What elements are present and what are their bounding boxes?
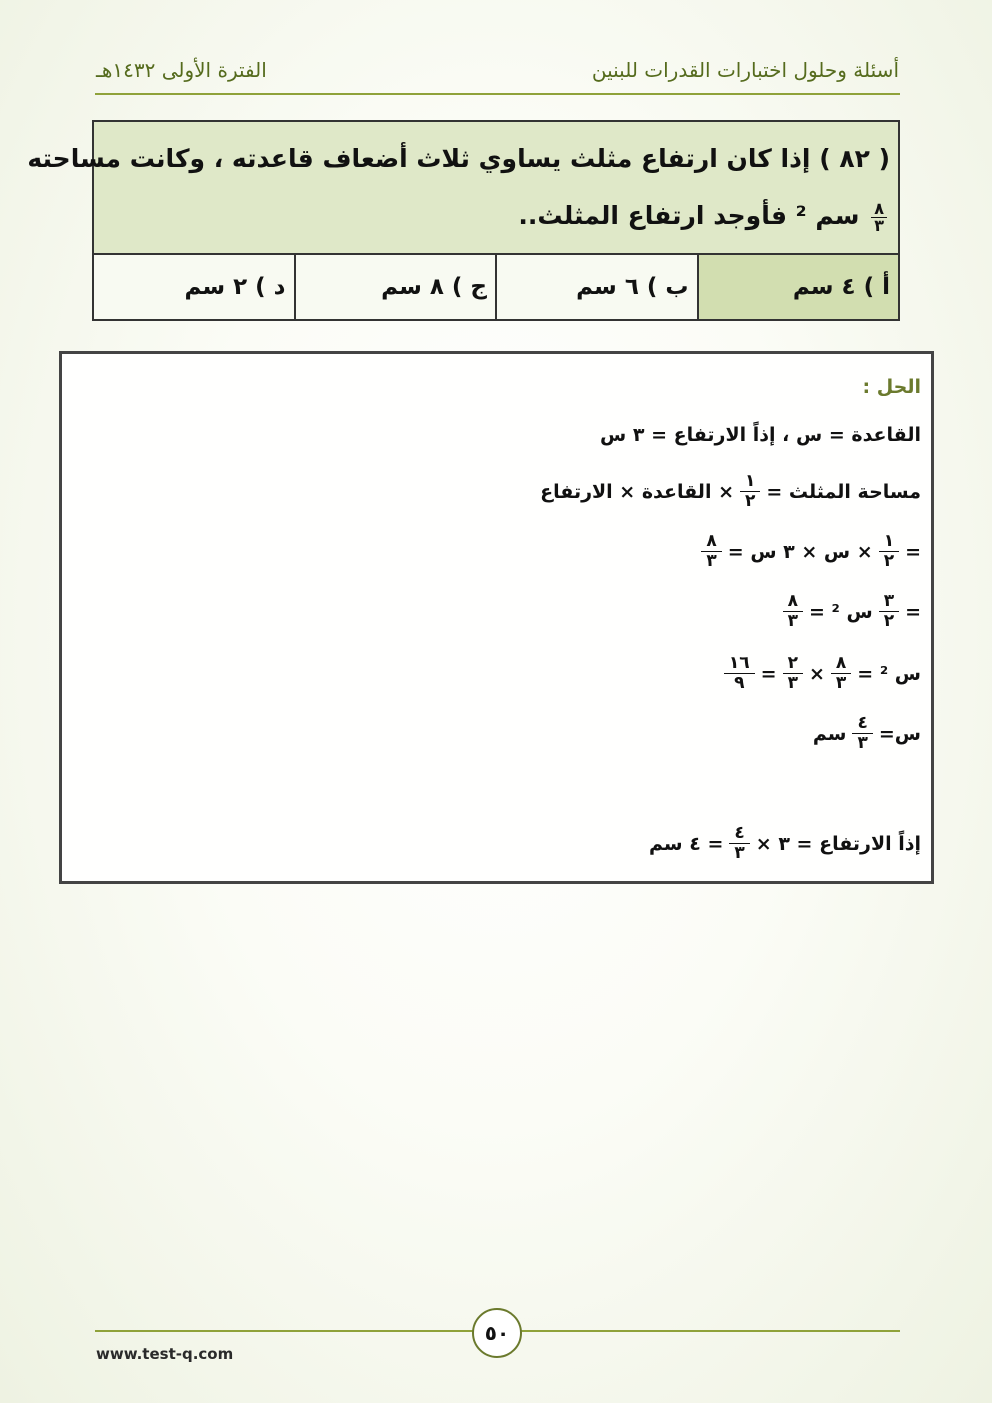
solution-title: الحل : [862,376,921,398]
question-box [27,120,900,321]
solution-box [59,351,934,884]
question-line-1: ( ٨٢ ) إذا كان ارتفاع مثلث يساوي ثلاث أضعاف قاعدته ، وكانت مساحته [27,144,890,173]
option-b[interactable]: ب ) ٦ سم [495,255,697,319]
question-text [27,130,890,244]
option-d[interactable]: د ) ٢ سم [184,274,286,300]
header-divider [95,93,900,95]
area-fraction: $\frac{٨}{٣}$ [871,201,887,234]
solution-line-3: = ١ ٢ × س × ٣ س = ٨ ٣ [701,532,921,571]
page-number: ٥٠ [472,1308,522,1358]
option-c[interactable]: ج ) ٨ سم [294,255,496,319]
header-right-title: أسئلة وحلول اختبارات القدرات للبنين [591,58,899,82]
options-row [94,253,898,319]
solution-conclusion: إذاً الارتفاع = ٣ × ٤ ٣ = ٤ سم [649,823,921,863]
solution-line-5: س ² = ٨ ٣ × ٢ ٣ = ١٦ ٩ [724,654,921,693]
question-line-2: $\frac{٨}{٣}$ سم ² فأوجد ارتفاع المثلث.. [110,187,890,244]
header-left-title: الفترة الأولى ١٤٣٢هـ [96,58,267,82]
solution-line-2: مساحة المثلث = ١ ٢ × القاعدة × الارتفاع [540,471,921,511]
website-link[interactable]: www.test-q.com [96,1345,234,1363]
solution-line-1: القاعدة = س ، إذاً الارتفاع = ٣ س [600,424,921,446]
solution-line-4: = ٣ ٢ س ² = ٨ ٣ [783,592,921,631]
half-fraction: ١ ٢ [740,472,760,511]
option-a[interactable]: أ ) ٤ سم [697,255,899,319]
solution-line-6: س= ٤ ٣ سم [812,713,921,753]
